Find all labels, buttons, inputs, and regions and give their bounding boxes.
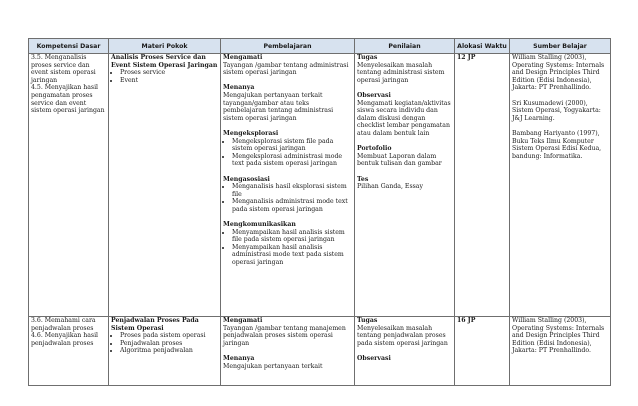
materi-title: Penjadwalan Proses Pada Sistem Operasi: [111, 317, 199, 332]
section-heading: Mengeksplorasi: [223, 129, 279, 137]
section-heading: Observasi: [357, 354, 391, 362]
sumber-text: Sri Kusumadewi (2000), Sistem Operasi, Yogyakarta: J&J Learning.: [512, 99, 601, 122]
asosiasi-list: [223, 183, 352, 213]
materi-title: Analisis Proses Service dan Event Sistem Operasi Jaringan: [111, 54, 218, 69]
section-heading: Mengamati: [223, 317, 263, 324]
header-alokasi-waktu: Alokasi Waktu: [455, 39, 510, 54]
section-text: Tayangan /gambar tentang manajemen penjadwalan proses sistem operasi jaringan: [223, 324, 346, 347]
kompetensi-text: 4.6. Menyajikan hasil penjadwalan proses: [31, 332, 99, 347]
section-text: Membuat Laporan dalam bentuk tulisan dan gambar: [357, 152, 442, 168]
sumber-cell: [510, 317, 611, 386]
section-heading: Mengasosiasi: [223, 175, 270, 183]
alokasi-value: 16 JP: [457, 317, 476, 324]
eksplorasi-list: [223, 138, 352, 168]
kompetensi-text: 4.5. Menyajikan hasil pengamatan proses service dan event sistem operasi jaringan: [31, 84, 105, 115]
section-heading: Tugas: [357, 317, 378, 324]
header-pembelajaran: Pembelajaran: [221, 39, 355, 54]
section-heading: Tugas: [357, 54, 378, 61]
list-item: • Menganalisis hasil eksplorasi sistem file: [232, 183, 352, 198]
table-row: [29, 54, 611, 317]
list-item: • Proses service: [120, 69, 218, 77]
list-item: • Penjadwalan proses: [120, 340, 218, 348]
pembelajaran-cell: [221, 54, 355, 317]
list-item: • Menyampaikan hasil analisis sistem file pada sistem operasi jaringan: [232, 229, 352, 244]
section-heading: Observasi: [357, 91, 391, 99]
syllabus-table: [28, 38, 611, 386]
penilaian-cell: [355, 317, 455, 386]
section-text: Mengajukan pertanyaan terkait tayangan/gambar atau teks pembelajaran tentang administrasi sistem operasi jaringan: [223, 91, 334, 122]
penilaian-cell: [355, 54, 455, 317]
kompetensi-cell: [29, 317, 109, 386]
sumber-text: William Stalling (2003), Operating Systems: Internals and Design Principles Third Edition (Edisi Indonesia), Jakarta: PT Prenhallindo.: [512, 54, 605, 92]
materi-list: [111, 69, 218, 84]
sumber-cell: [510, 54, 611, 317]
kompetensi-text: 3.6. Memahami cara penjadwalan proses: [31, 317, 96, 332]
sumber-text: Bambang Hariyanto (1997), Buku Teks Ilmu Komputer Sistem Operasi Edisi Kedua, bandung: Informatika.: [512, 129, 602, 160]
header-row: [29, 39, 611, 54]
header-materi-pokok: Materi Pokok: [109, 39, 221, 54]
section-text: Tayangan /gambar tentang administrasi sistem operasi jaringan: [223, 61, 349, 77]
materi-cell: [109, 54, 221, 317]
section-heading: Mengamati: [223, 54, 263, 61]
section-heading: Portofolio: [357, 145, 392, 153]
list-item: • Menganalisis administrasi mode text pada sistem operasi jaringan: [232, 198, 352, 213]
section-text: Mengamati kegiatan/aktivitas siswa secara individu dan dalam diskusi dengan checklist lembar pengamatan atau dalam bentuk lain: [357, 99, 451, 137]
header-penilaian: Penilaian: [355, 39, 455, 54]
pembelajaran-cell: [221, 317, 355, 386]
section-heading: Menanya: [223, 354, 255, 362]
section-text: Mengajukan pertanyaan terkait: [223, 362, 323, 370]
table-row: [29, 317, 611, 386]
sumber-text: William Stalling (2003), Operating Systems: Internals and Design Principles Third Edition (Edisi Indonesia), Jakarta: PT Prenhallindo.: [512, 317, 605, 355]
section-heading: Tes: [357, 175, 369, 183]
section-heading: Menanya: [223, 84, 255, 92]
kompetensi-cell: [29, 54, 109, 317]
materi-cell: [109, 317, 221, 386]
header-sumber-belajar: Sumber Belajar: [510, 39, 611, 54]
section-heading: Mengkomunikasikan: [223, 221, 296, 229]
section-text: Menyelesaikan masalah tentang penjadwalan proses pada sistem operasi jaringan: [357, 324, 448, 347]
alokasi-cell: [455, 54, 510, 317]
list-item: • Event: [120, 77, 218, 85]
alokasi-cell: [455, 317, 510, 386]
list-item: • Menyampaikan hasil analisis administrasi mode text pada sistem operasi jaringan: [232, 244, 352, 267]
list-item: • Proses pada sistem operasi: [120, 332, 218, 340]
section-text: Pilihan Ganda, Essay: [357, 183, 423, 191]
kompetensi-text: 3.5. Menganalisis proses service dan event sistem operasi jaringan: [31, 54, 96, 84]
komunikasi-list: [223, 229, 352, 267]
list-item: • Mengeksplorasi sistem file pada sistem operasi jaringan: [232, 138, 352, 153]
materi-list: [111, 332, 218, 355]
alokasi-value: 12 JP: [457, 54, 476, 61]
header-kompetensi-dasar: Kompetensi Dasar: [29, 39, 109, 54]
list-item: • Algoritma penjadwalan: [120, 347, 218, 355]
section-text: Menyelesaikan masalah tentang administrasi sistem operasi jaringan: [357, 61, 445, 84]
list-item: • Mengeksplorasi administrasi mode text pada sistem operasi jaringan: [232, 153, 352, 168]
